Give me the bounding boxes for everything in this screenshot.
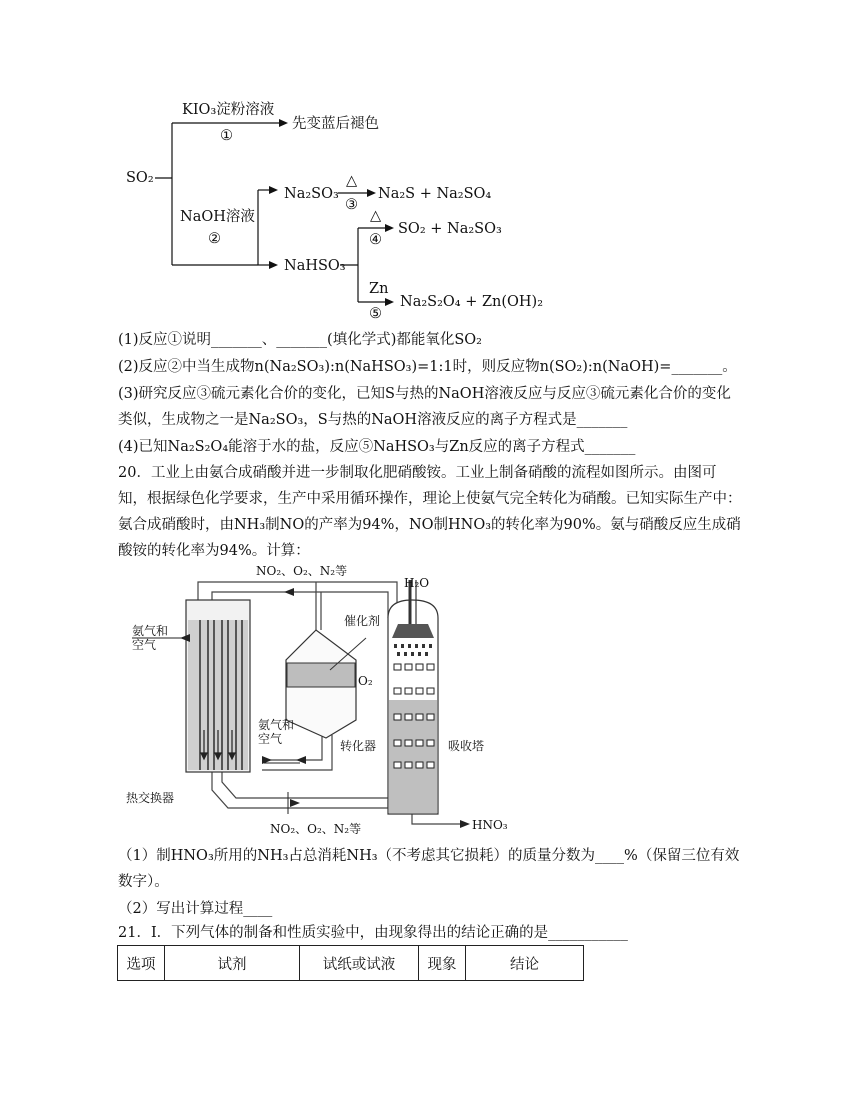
products4-label: SO₂ + Na₂SO₃ <box>398 221 502 237</box>
heat-triangle-icon: △ <box>346 173 358 189</box>
ammonia-air-left-line2: 空气 <box>132 638 157 652</box>
options-table <box>117 945 584 981</box>
heat-exchanger-label: 热交换器 <box>126 791 175 805</box>
result1-label: 先变蓝后褪色 <box>292 116 379 132</box>
hno3-label: HNO₃ <box>472 818 508 832</box>
so2-label: SO₂ <box>126 170 154 186</box>
bottom-gas-label: NO₂、O₂、N₂等 <box>270 822 362 836</box>
table-header-cell: 试纸或试液 <box>300 946 419 981</box>
products3-label: Na₂S + Na₂SO₄ <box>378 186 492 202</box>
step1-circle: ① <box>220 128 233 144</box>
question-19-4: (4)已知Na₂S₂O₄能溶于水的盐，反应⑤NaHSO₃与Zn反应的离子方程式_______ <box>118 439 636 455</box>
products5-label: Na₂S₂O₄ + Zn(OH)₂ <box>400 294 544 310</box>
converter-label: 转化器 <box>340 739 377 753</box>
question-19-3: (3)研究反应③硫元素化合价的变化，已知S与热的NaOH溶液反应与反应③硫元素化合价的变化类似，生成物之一是Na₂SO₃，S与热的NaOH溶液反应的离子方程式是_______ <box>118 386 731 428</box>
table-header-cell: 选项 <box>118 946 165 981</box>
h2o-label: H₂O <box>404 576 430 590</box>
step5-circle: ⑤ <box>369 306 382 322</box>
problem-20-question-2: （2）写出计算过程____ <box>118 901 273 917</box>
problem-20-text: 20．工业上由氨合成硝酸并进一步制取化肥硝酸铵。工业上制备硝酸的流程如图所示。由图可知，根据绿色化学要求，生产中采用循环操作，理论上使氨气完全转化为硝酸。已知实际生产中：氨合成硝酸时，由NH₃制NO的产率为94%，NO制HNO₃的转化率为90%。氨与硝酸反应生成硝酸铵的转化率为94%。计算： <box>118 465 742 559</box>
top-gas-label: NO₂、O₂、N₂等 <box>256 564 348 578</box>
question-19-2: (2)反应②中当生成物n(Na₂SO₃):n(NaHSO₃)=1:1时，则反应物n(SO₂):n(NaOH)=_______。 <box>118 359 737 375</box>
step4-circle: ④ <box>369 232 382 248</box>
table-header-cell: 现象 <box>419 946 466 981</box>
problem-21-text: 21．Ⅰ．下列气体的制备和性质实验中，由现象得出的结论正确的是___________ <box>118 925 628 941</box>
na2so3-label: Na₂SO₃ <box>284 186 339 202</box>
table-header-cell: 结论 <box>466 946 584 981</box>
nahso3-label: NaHSO₃ <box>284 258 346 274</box>
question-19-1: (1)反应①说明_______、_______(填化学式)都能氧化SO₂ <box>118 332 482 348</box>
ammonia-air-left-label <box>132 624 168 652</box>
problem-20-question-1: （1）制HNO₃所用的NH₃占总消耗NH₃（不考虑其它损耗）的质量分数为____%（保留三位有效数字）。 <box>118 848 740 890</box>
heat-triangle-icon: △ <box>370 208 382 224</box>
ammonia-air-left-line1: 氨气和 <box>132 624 169 638</box>
step3-circle: ③ <box>345 197 358 213</box>
zn-reagent-label: Zn <box>369 281 389 297</box>
ammonia-air-mid-line1: 氨气和 <box>258 718 295 732</box>
step2-circle: ② <box>208 231 221 247</box>
catalyst-label: 催化剂 <box>344 614 381 628</box>
table-header-row <box>118 946 584 981</box>
kio3-reagent-label: KIO₃淀粉溶液 <box>182 102 275 118</box>
table-header-cell: 试剂 <box>165 946 300 981</box>
o2-label: O₂ <box>358 674 373 688</box>
reaction-scheme <box>0 0 860 330</box>
ammonia-air-mid-label <box>258 718 294 746</box>
naoh-reagent-label: NaOH溶液 <box>180 209 255 225</box>
absorber-label: 吸收塔 <box>448 739 485 753</box>
ammonia-air-mid-line2: 空气 <box>258 732 283 746</box>
